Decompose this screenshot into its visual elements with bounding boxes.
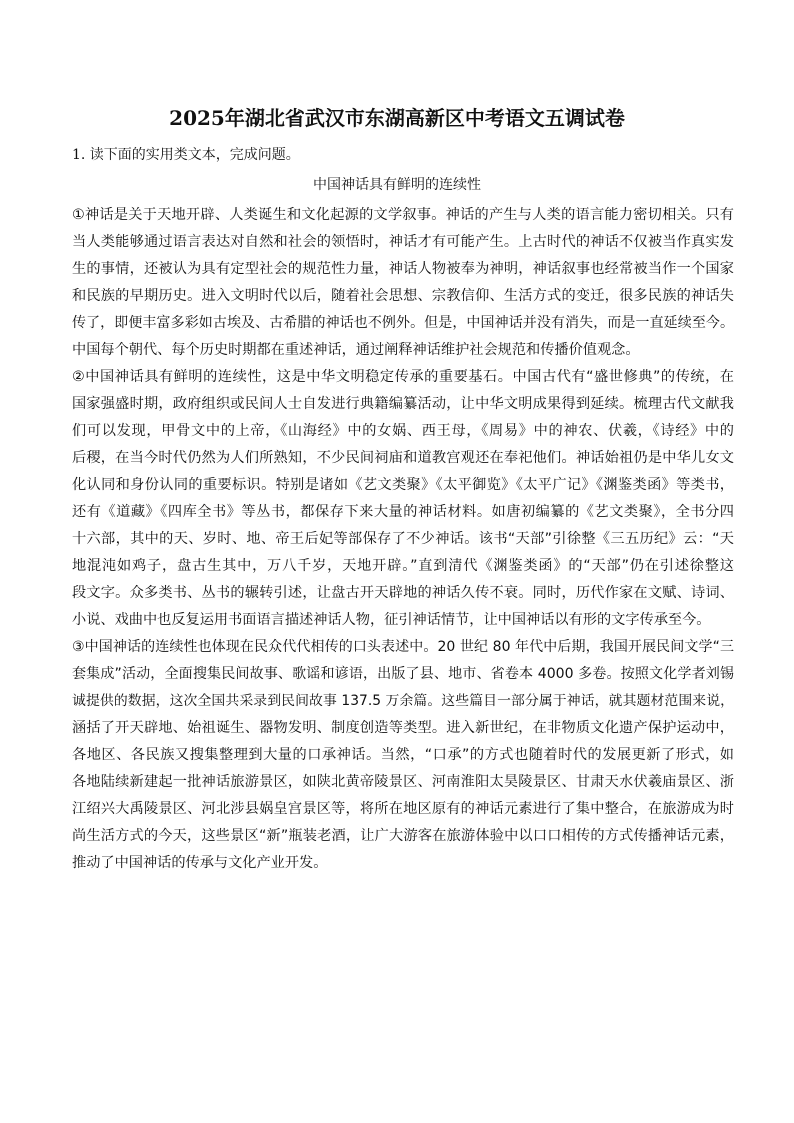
text-line: 生的事情，还被认为具有定型社会的规范性力量，神话人物被奉为神明，神话叙事也经常被当作一个国家	[72, 261, 734, 277]
text-line: 涵括了开天辟地、始祖诞生、器物发明、制度创造等类型。进入新世纪，在非物质文化遗产保护运动中，	[72, 720, 734, 736]
text-line: 地混沌如鸡子，盘古生其中，万八千岁，天地开辟。”直到清代《渊鉴类函》的“天部”仍在引述徐整这	[72, 558, 734, 574]
text-line: 各地区、各民族又搜集整理到大量的口承神话。当然，“口承”的方式也随着时代的发展更新了形式，如	[72, 747, 734, 763]
text-line: 尚生活方式的今天，这些景区“新”瓶装老酒，让广大游客在旅游体验中以口口相传的方式传播神话元素，	[72, 828, 734, 844]
question-prompt: 1. 读下面的实用类文本，完成问题。	[72, 147, 300, 163]
text-line: 们可以发现，甲骨文中的上帝，《山海经》中的女娲、西王母，《周易》中的神农、伏羲，《诗经》中的	[72, 423, 734, 439]
text-line: 十六部，其中的天、岁时、地、帝王后妃等部保存了不少神话。该书“天部”引徐整《三五历纪》云：“天	[72, 531, 734, 547]
text-line: 诚提供的数据，这次全国共采录到民间故事 137.5 万余篇。这些篇目一部分属于神话，就其题材范围来说，	[72, 693, 734, 709]
text-line: 当人类能够通过语言表达对自然和社会的领悟时，神话才有可能产生。上古时代的神话不仅被当作真实发	[72, 234, 734, 250]
text-line: 推动了中国神话的传承与文化产业开发。	[72, 855, 328, 871]
text-line: 后稷，在当今时代仍然为人们所熟知，不少民间祠庙和道教宫观还在奉祀他们。神话始祖仍是中华儿女文	[72, 450, 734, 466]
text-line: ②中国神话具有鲜明的连续性，这是中华文明稳定传承的重要基石。中国古代有“盛世修典”的传统，在	[72, 369, 734, 385]
text-line: 国家强盛时期，政府组织或民间人士自发进行典籍编纂活动，让中华文明成果得到延续。梳理古代文献我	[72, 396, 734, 412]
article-title: 中国神话具有鲜明的连续性	[313, 177, 481, 193]
text-line: 段文字。众多类书、丛书的辗转引述，让盘古开天辟地的神话久传不衰。同时，历代作家在文赋、诗词、	[72, 585, 734, 601]
text-line: 和民族的早期历史。进入文明时代以后，随着社会思想、宗教信仰、生活方式的变迁，很多民族的神话失	[72, 288, 734, 304]
text-line: 小说、戏曲中也反复运用书面语言描述神话人物，征引神话情节，让中国神话以有形的文字传承至今。	[72, 612, 711, 628]
text-line: 各地陆续新建起一批神话旅游景区，如陕北黄帝陵景区、河南淮阳太昊陵景区、甘肃天水伏羲庙景区、浙	[72, 774, 734, 790]
exam-title: 2025年湖北省武汉市东湖高新区中考语文五调试卷	[169, 106, 625, 130]
text-line: ①神话是关于天地开辟、人类诞生和文化起源的文学叙事。神话的产生与人类的语言能力密切相关。只有	[72, 207, 734, 223]
article-body	[72, 202, 734, 877]
text-line: ③中国神话的连续性也体现在民众代代相传的口头表述中。20 世纪 80 年代中后期，我国开展民间文学“三	[72, 639, 734, 655]
text-line: 套集成”活动，全面搜集民间故事、歌谣和谚语，出版了县、地市、省卷本 4000 多卷。按照文化学者刘锡	[72, 666, 734, 682]
text-line: 中国每个朝代、每个历史时期都在重述神话，通过阐释神话维护社会规范和传播价值观念。	[72, 342, 640, 358]
text-line: 江绍兴大禹陵景区、河北涉县娲皇宫景区等，将所在地区原有的神话元素进行了集中整合，在旅游成为时	[72, 801, 734, 817]
text-line: 化认同和身份认同的重要标识。特别是诸如《艺文类聚》《太平御览》《太平广记》《渊鉴类函》等类书，	[72, 477, 734, 493]
text-line: 还有《道藏》《四库全书》等丛书，都保存下来大量的神话材料。如唐初编纂的《艺文类聚》，全书分四	[72, 504, 734, 520]
text-line: 传了，即便丰富多彩如古埃及、古希腊的神话也不例外。但是，中国神话并没有消失，而是一直延续至今。	[72, 315, 734, 331]
